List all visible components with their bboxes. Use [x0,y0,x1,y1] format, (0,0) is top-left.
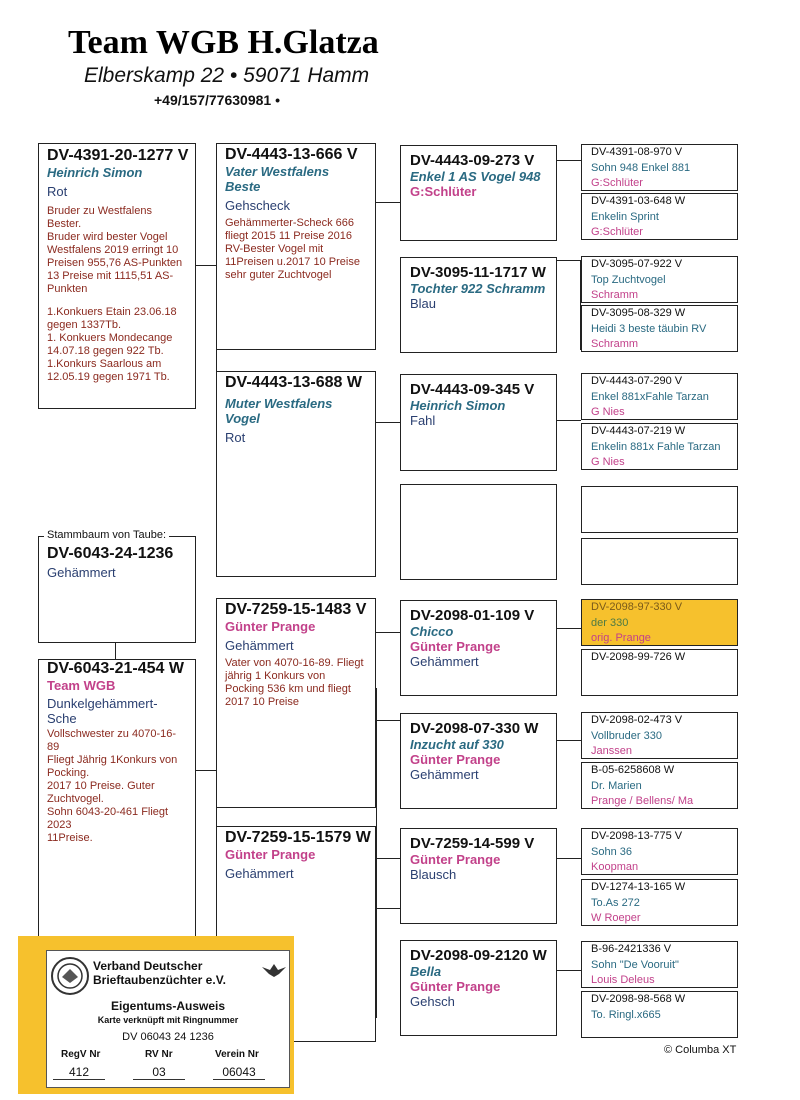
pedigree-ring: DV-7259-15-1483 V [225,601,367,618]
mother-note: Vollschwester zu 4070-16-89 [47,728,177,753]
mother-note: 11Preise. [47,832,93,844]
ancestor-info: Heidi 3 beste täubin RV [591,322,707,335]
pedigree-ring: DV-4443-13-666 V [225,146,358,163]
pedigree-name: Enkel 1 AS Vogel 948 [410,169,541,184]
connector-line [115,643,116,659]
pedigree-color: Rot [225,430,246,445]
subject-color: Gehämmert [47,565,116,580]
pedigree-ring: DV-7259-14-599 V [410,835,535,852]
mother-color: Dunkelgehämmert-Sche [47,696,158,726]
pedigree-color: Blau [410,296,437,311]
connector-line [557,740,581,741]
pedigree-breeder: Günter Prange [410,752,501,767]
ancestor-box[interactable] [581,305,738,352]
pedigree-breeder: Günter Prange [225,619,316,634]
ancestor-breeder: orig. Prange [591,632,651,644]
ancestor-breeder: Koopman [591,861,639,873]
ancestor-info: Enkelin 881x Fahle Tarzan [591,440,721,453]
pedigree-breeder: Günter Prange [225,847,316,862]
ancestor-info: Enkel 881xFahle Tarzan [591,390,709,403]
paternal-grandmother-box[interactable] [216,371,376,577]
great-grandparent-box-empty[interactable] [400,484,557,580]
ancestor-box[interactable] [581,828,738,875]
great-grandparent-box[interactable] [400,940,557,1036]
ancestor-box-highlighted[interactable] [581,599,738,646]
pedigree-note: Gehämmerter-Scheck 666 fliegt 2015 11 Preise 2016 RV-Bester Vogel mit 11Preisen u.2017 10 Preise sehr guter Zuchtvogel [225,217,360,281]
pedigree-name: Tochter 922 Schramm [410,281,546,296]
ancestor-box[interactable] [581,144,738,191]
pedigree-color: Gehämmert [225,638,294,653]
subject-label: Stammbaum von Taube: [44,529,169,541]
father-ring: DV-4391-20-1277 V [47,147,189,164]
ancestor-info: Sohn 948 Enkel 881 [591,161,691,174]
father-note: Bruder zu Westfalens Bester. [47,205,152,230]
great-grandparent-box[interactable] [400,600,557,696]
pedigree-name: Chicco [410,624,454,639]
card-subtitle: Karte verknüpft mit Ringnummer [97,1015,239,1025]
owner-phone: +49/157/77630981 • [154,92,280,108]
great-grandparent-box[interactable] [400,257,557,353]
ancestor-ring: DV-2098-99-726 W [591,651,686,663]
connector-line [557,420,581,421]
ancestor-ring: DV-2098-02-473 V [591,714,683,726]
ancestor-box[interactable] [581,712,738,759]
card-value-verein: 06043 [213,1065,265,1080]
mother-name: Team WGB [47,678,116,693]
page-title: Team WGB H.Glatza [68,24,379,61]
ancestor-box[interactable] [581,762,738,809]
pedigree-ring: DV-4443-09-273 V [410,152,535,169]
mother-ring: DV-6043-21-454 W [47,660,184,677]
father-note: 1. Konkuers Mondecange 14.07.18 gegen 922 Tb. [47,332,173,357]
father-color: Rot [47,184,68,199]
maternal-grandfather-box[interactable] [216,598,376,808]
ancestor-breeder: G Nies [591,456,625,468]
association-name-line: Verband Deutscher [93,959,203,973]
father-note: Bruder wird bester Vogel Westfalens 2019 erringt 10 Preisen 955,76 AS-Punkten [47,231,183,269]
ancestor-box[interactable] [581,373,738,420]
card-ring-number: DV 06043 24 1236 [122,1031,214,1043]
mother-note: 2017 10 Preise. Guter Zuchtvogel. [47,780,155,805]
pedigree-color: Gehscheck [225,198,291,213]
ancestor-box[interactable] [581,941,738,988]
ancestor-info: der 330 [591,616,629,629]
subject-ring: DV-6043-24-1236 [47,545,174,562]
card-header-regv: RegV Nr [61,1049,101,1060]
ownership-card [18,936,294,1094]
pedigree-name: Bella [410,964,442,979]
ancestor-breeder: W Roeper [591,912,641,924]
connector-line [196,265,216,266]
pedigree-ring: DV-2098-09-2120 W [410,947,547,964]
association-name [93,959,226,987]
ancestor-ring: DV-4391-08-970 V [591,146,683,158]
connector-line [376,422,400,423]
ancestor-box[interactable] [581,991,738,1038]
connector-line [557,628,581,629]
owner-address: Elberskamp 22 • 59071 Hamm [84,64,370,87]
great-grandparent-box[interactable] [400,828,557,924]
pedigree-name: Vater Westfalens Beste [225,164,330,194]
ancestor-breeder: Schramm [591,289,639,301]
connector-line [376,720,400,721]
ancestor-box[interactable] [581,256,738,303]
ancestor-ring: B-05-6258608 W [591,764,675,776]
great-grandparent-box[interactable] [400,145,557,241]
ancestor-ring: DV-2098-97-330 V [591,601,683,613]
ancestor-box[interactable] [581,879,738,926]
pedigree-name: Inzucht auf 330 [410,737,504,752]
paternal-grandfather-box[interactable] [216,143,376,350]
pedigree-breeder: Günter Prange [410,639,501,654]
ancestor-breeder: Louis Deleus [591,974,655,986]
connector-line [557,160,581,161]
ancestor-info: Vollbruder 330 [591,729,662,742]
pedigree-breeder: G:Schlüter [410,184,477,199]
ancestor-breeder: Prange / Bellens/ Ma [591,795,694,807]
card-value-regv: 412 [53,1065,105,1080]
mother-note: Fliegt Jährig 1Konkurs von Pocking. [47,754,178,779]
ancestor-ring: DV-4443-07-219 W [591,425,686,437]
father-note: 13 Preise mit 1115,51 AS-Punkten [47,270,174,295]
association-name-line: Brieftaubenzüchter e.V. [93,973,226,987]
card-header-verein: Verein Nr [215,1049,259,1060]
pedigree-breeder: Günter Prange [410,979,501,994]
pedigree-color: Blausch [410,867,457,882]
connector-line [376,202,400,203]
ancestor-ring: DV-1274-13-165 W [591,881,686,893]
great-grandparent-box[interactable] [400,374,557,471]
ancestor-info: To.As 272 [591,896,640,909]
pedigree-color: Gehämmert [410,654,479,669]
pedigree-ring: DV-2098-07-330 W [410,720,539,737]
connector-line [376,632,400,633]
connector-line [376,688,377,1018]
ancestor-breeder: Schramm [591,338,639,350]
pedigree-breeder: Günter Prange [410,852,501,867]
ancestor-box[interactable] [581,423,738,470]
great-grandparent-box[interactable] [400,713,557,809]
ancestor-info: Enkelin Sprint [591,210,659,223]
father-note: 1.Konkuers Etain 23.06.18 gegen 1337Tb. [47,306,177,331]
ancestor-ring: DV-4391-03-648 W [591,195,686,207]
mother-box[interactable] [38,659,196,939]
ancestor-info: Sohn "De Vooruit" [591,958,679,971]
card-header-rv: RV Nr [145,1049,173,1060]
ancestor-breeder: G Nies [591,406,625,418]
connector-line [557,260,581,261]
ancestor-ring: B-96-2421336 V [591,943,672,955]
father-note: 1.Konkurs Saarlous am 12.05.19 gegen 1971 Tb. [47,358,170,383]
card-title: Eigentums-Ausweis [110,999,226,1013]
ancestor-breeder: Janssen [591,745,632,757]
pedigree-name: Muter Westfalens Vogel [225,396,333,426]
ancestor-ring: DV-4443-07-290 V [591,375,683,387]
ancestor-ring: DV-2098-13-775 V [591,830,683,842]
ancestor-breeder: G:Schlüter [591,226,643,238]
ancestor-ring: DV-3095-08-329 W [591,307,686,319]
ancestor-box-empty[interactable] [581,538,738,585]
ancestor-info: To. Ringl.x665 [591,1008,661,1021]
connector-line [196,770,216,771]
ancestor-ring: DV-2098-98-568 W [591,993,686,1005]
pedigree-ring: DV-3095-11-1717 W [410,264,546,281]
association-logo-icon [51,957,89,995]
mother-note: Sohn 6043-20-461 Fliegt 2023 [47,806,169,831]
pedigree-ring: DV-4443-13-688 W [225,374,362,391]
ancestor-ring: DV-3095-07-922 V [591,258,683,270]
father-box[interactable] [38,143,196,409]
ancestor-box[interactable] [581,649,738,696]
pedigree-color: Gehämmert [225,866,294,881]
father-name: Heinrich Simon [47,165,143,180]
software-credit: © Columba XT [664,1044,737,1056]
pedigree-color: Gehsch [410,994,455,1009]
pedigree-ring: DV-7259-15-1579 W [225,829,371,846]
connector-line [376,908,400,909]
connector-line [557,858,581,859]
eagle-icon [261,961,287,979]
connector-line [376,858,400,859]
pedigree-color: Fahl [410,413,436,428]
subject-box[interactable] [38,536,196,643]
ancestor-info: Sohn 36 [591,845,632,858]
ancestor-box[interactable] [581,193,738,240]
connector-line [557,970,581,971]
ancestor-info: Dr. Marien [591,779,642,792]
pedigree-ring: DV-2098-01-109 V [410,607,535,624]
pedigree-name: Heinrich Simon [410,398,506,413]
pedigree-note: Vater von 4070-16-89. Fliegt jährig 1 Konkurs von Pocking 536 km und fliegt 2017 10 Preise [225,657,364,708]
pedigree-ring: DV-4443-09-345 V [410,381,535,398]
card-value-rv: 03 [133,1065,185,1080]
ancestor-info: Top Zuchtvogel [591,273,666,286]
ancestor-box-empty[interactable] [581,486,738,533]
pedigree-color: Gehämmert [410,767,479,782]
ownership-card-inner [46,950,290,1088]
ancestor-breeder: G:Schlüter [591,177,643,189]
